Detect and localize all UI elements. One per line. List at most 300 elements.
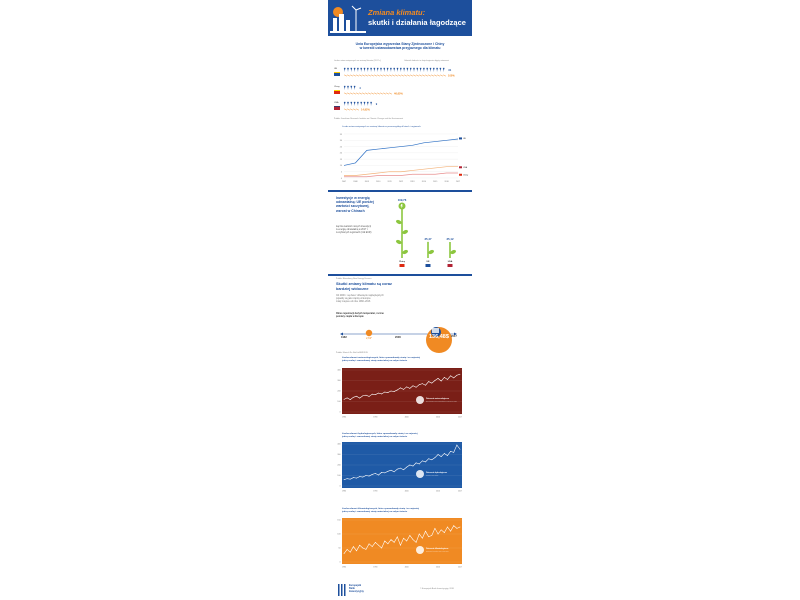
gavel-icon-0-15 [394,68,395,71]
gavel-icon-0-21 [413,68,414,71]
x-tick-1: 1990 [373,566,378,569]
data-point-24 [419,384,420,385]
series-line-UE [344,139,458,165]
data-point-8 [369,543,370,544]
event-icon [416,470,424,478]
gavel-icon-0-6 [364,68,365,71]
gavel-icon-2-8 [370,102,371,105]
series-line-USA [344,167,458,176]
timeline-year-2006: 2006 [395,336,401,339]
data-point-4 [356,478,357,479]
data-point-24 [419,534,420,535]
x-tick-2: 2009 [364,181,369,183]
event-icon [416,546,424,554]
data-point-7 [366,549,367,550]
y-tick-0: 0 [339,561,341,564]
gavel-icon-1-0 [344,86,345,89]
legend-label-Chiny: Chiny [463,174,469,177]
data-point-9 [372,474,373,475]
data-point-26 [425,385,426,386]
gavel-icon-0-22 [417,68,418,71]
data-point-5 [359,545,360,546]
data-point-1 [347,397,348,398]
gavel-icon-0-4 [357,68,358,71]
gavel-icon-0-20 [410,68,411,71]
annotation-title: Zdarzenia hydrologiczne [426,472,448,474]
legend-label-USA: USA [463,166,468,169]
flag-icon-UE [426,264,431,267]
row-graphic-1 [342,84,472,98]
data-point-30 [438,378,439,379]
x-tick-0: 1980 [342,416,346,419]
infographic-poster [328,0,472,600]
data-point-5 [359,398,360,399]
gavel-icon-0-25 [427,68,428,71]
data-point-19 [403,469,404,470]
gavel-icon-2-5 [361,102,362,105]
data-point-37 [460,374,461,375]
gavel-icon-0-19 [407,68,408,71]
row-percent-1: 46,65% [394,92,403,96]
timeline-title-line1: Okres rejestracji dużych temperatur, roczne [336,313,384,315]
eib-logo-icon [338,584,346,596]
gavel-icon-0-13 [387,68,388,71]
section1-heading-line2: w kwestii ustawodawstwa przyjaznego dla klimatu [359,46,441,51]
annotation-text: Powodzie, ruchy masowe [426,475,439,477]
data-point-15 [391,391,392,392]
population-wave-0 [344,75,446,77]
x-tick-4: 2011 [387,181,392,183]
gavel-icon-0-17 [400,68,401,71]
gavel-icon-0-7 [367,68,368,71]
x-tick-6: 2013 [410,181,415,183]
data-point-12 [381,394,382,395]
data-point-19 [403,538,404,539]
chart3-title [342,433,418,439]
flag-icon-Chiny [400,264,405,267]
data-point-13 [384,541,385,542]
section3-heading-line2: bardziej widoczne [336,286,369,291]
y-tick-5: 25 [339,146,342,149]
data-point-10 [375,473,376,474]
data-point-2 [350,552,351,553]
y-tick-3: 300 [337,454,341,457]
chart3-title-line1: Liczba zdarzeń hydrologicznych, które spowodowały stratę i co najmniej [342,433,418,435]
x-tick-0: 2007 [341,181,347,183]
data-point-22 [413,385,414,386]
city-skyline-icon [330,4,366,34]
y-tick-3: 150 [337,519,341,522]
x-tick-3: 2010 [436,416,441,419]
annotation-title: Zdarzenia klimatologiczne [426,548,449,550]
gavel-icon-2-7 [367,102,368,105]
data-point-10 [375,542,376,543]
header-title-line1: Zmiana klimatu: [368,8,426,17]
data-point-35 [453,378,454,379]
x-tick-4: 2017 [458,490,462,493]
section2-heading-line4: wzrost w Chinach [336,208,365,213]
data-point-0 [344,479,345,480]
y-tick-2: 200 [337,464,341,467]
y-tick-2: 10 [339,165,342,168]
row-label-1: Chiny [334,86,340,88]
row-graphic-2 [342,100,472,114]
x-tick-9: 2016 [444,181,449,183]
gavel-icon-0-30 [443,68,444,71]
timeline-year-1982: 1982 [341,336,347,339]
gavel-icon-1-3 [354,86,355,89]
data-point-24 [419,464,420,465]
x-tick-1: 2008 [353,181,358,183]
y-tick-0: 0 [339,485,341,488]
data-point-31 [441,529,442,530]
chart2-title [342,357,420,363]
y-tick-7: 35 [339,133,342,136]
data-point-22 [413,466,414,467]
y-tick-6: 30 [339,140,342,143]
data-point-6 [362,477,363,478]
data-point-21 [409,535,410,536]
chart3-title-line2: jedną osobę i szacunkowej straty materialnej na całym świecie [342,435,408,438]
data-point-11 [378,475,379,476]
gavel-icon-1-1 [347,86,348,89]
data-point-25 [422,383,423,384]
data-point-34 [450,451,451,452]
x-tick-0: 1980 [342,490,346,493]
y-tick-1: 5 [340,171,342,174]
data-point-0 [344,553,345,554]
data-point-35 [453,525,454,526]
data-point-29 [435,380,436,381]
gavel-icon-2-1 [347,102,348,105]
x-tick-0: 1980 [342,566,346,569]
data-point-37 [460,527,461,528]
y-tick-4: 20 [339,152,342,155]
section1-heading-line1: Unia Europejska wyprzedza Stany Zjednoczone i Chiny [355,42,445,46]
header-banner [328,0,472,36]
section3-intro-line3: miały miejsce od roku 1982–2016 [336,301,371,303]
x-tick-3: 2010 [376,181,381,183]
bar-value-Chiny: 109,76 [397,198,407,202]
data-point-6 [362,548,363,549]
x-tick-4: 2017 [458,416,462,419]
row-count-2: 9 [375,103,378,106]
gavel-icon-0-11 [380,68,381,71]
section2-heading-line2: odnawialną: UE poniżej [336,200,374,205]
data-point-25 [422,460,423,461]
row-graphic-0 [342,66,472,80]
data-point-32 [444,532,445,533]
gavel-icon-1-2 [351,86,352,89]
data-point-18 [400,545,401,546]
timeline-year-2017: 2017 [451,335,457,338]
laws-line-chart [328,130,472,186]
bar-label-Chiny: Chiny [398,261,406,263]
section3-intro [336,295,384,304]
data-point-27 [428,381,429,382]
data-point-33 [447,527,448,528]
gavel-icon-0-1 [347,68,348,71]
y-tick-1: 100 [337,475,341,478]
data-point-3 [353,477,354,478]
timeline-title-line2: pomiary ciepła w Europie [336,316,364,318]
gavel-icon-0-10 [377,68,378,71]
data-point-1 [347,549,348,550]
data-point-29 [435,528,436,529]
section3-heading-line1: Skutki zmiany klimatu są coraz [336,282,392,286]
gavel-icon-0-5 [361,68,362,71]
section2-heading-line1: Inwestycje w energię [336,196,370,200]
section3-source: Źródło: Munich Re NatCatSERVICE [336,352,368,354]
data-point-18 [400,468,401,469]
gavel-icon-0-29 [440,68,441,71]
x-tick-2: 2000 [404,490,409,493]
chart4-title-line1: Liczba zdarzeń klimatologicznych, które spowodowały stratę i co najmniej [342,508,420,510]
event-icon [416,396,424,404]
data-point-34 [450,375,451,376]
data-point-19 [403,389,404,390]
section-divider-1 [328,190,472,192]
data-point-9 [372,546,373,547]
header-title-line2: skutki i działania łagodzące [368,18,466,27]
gavel-icon-0-0 [344,68,345,71]
y-tick-3: 15 [339,158,342,161]
gavel-icon-0-24 [423,68,424,71]
gavel-icon-0-8 [370,68,371,71]
data-point-13 [384,473,385,474]
data-point-27 [428,536,429,537]
y-tick-2: 100 [337,533,341,536]
flag-icon-0 [334,72,340,76]
section3-heading [336,282,456,291]
chart4-title-line2: jedną osobę i szacunkowej straty materialnej na całym świecie [342,510,408,513]
timeline-mid-value: 2,63° [366,337,373,340]
annotation-text: Burze tropikalne, burze pozazwrotnikowe, konwekcyjne, lokalne [426,401,457,403]
data-point-3 [353,546,354,547]
x-tick-5: 2012 [398,181,404,183]
data-point-36 [457,528,458,529]
x-tick-4: 2017 [458,566,462,569]
data-point-13 [384,392,385,393]
section2-source: Źródło: Bloomberg New Energy Finance [336,278,372,280]
chart2-title-line2: jedną osobę i szacunkowej straty materialnej na całym świecie [342,359,408,362]
x-tick-3: 2010 [436,490,441,493]
data-point-4 [356,550,357,551]
data-point-10 [375,394,376,395]
footer-org-line3: Inwestycyjny [349,590,364,593]
y-tick-1: 50 [338,547,341,550]
gavel-icon-0-27 [433,68,434,71]
bar-label-USA: USA [447,261,453,263]
x-tick-10: 2017 [455,181,461,183]
legend-flag-icon-Chiny [459,174,462,176]
data-point-16 [394,391,395,392]
x-tick-8: 2015 [433,181,438,183]
data-point-5 [359,476,360,477]
section1-heading [328,42,472,50]
data-point-12 [381,548,382,549]
data-point-35 [453,452,454,453]
y-tick-2: 200 [337,390,341,393]
chart1-title: Liczba ustaw związanych ze zmianą klimatu w poszczególnych latach i regionach [342,126,421,128]
data-point-26 [425,531,426,532]
data-point-31 [441,456,442,457]
chart4-title [342,508,419,514]
data-point-16 [394,542,395,543]
gavel-icon-0-14 [390,68,391,71]
flag-icon-2 [334,106,340,110]
gavel-icon-2-3 [354,102,355,105]
population-wave-2 [344,109,359,111]
data-point-28 [431,535,432,536]
annotation-text: Ekstremalne temperatury, susze, pożary lasów [426,551,449,553]
legend-flag-icon-USA [459,166,462,168]
data-point-4 [356,396,357,397]
bar-value-UE: 35,47 [424,236,432,241]
x-tick-7: 2014 [421,181,426,183]
data-point-2 [350,399,351,400]
x-tick-2: 2000 [404,566,409,569]
legend-flag-icon-UE [459,137,462,139]
data-point-17 [397,390,398,391]
footer-note: © Europejski Bank Inwestycyjny, 2018 [420,588,454,590]
data-point-33 [447,379,448,380]
data-point-15 [391,539,392,540]
section2-description-line1: Łączna wartość nowych inwestycji [336,226,371,228]
row-percent-2: 14,92% [361,108,370,112]
flag-icon-1 [334,90,340,94]
x-tick-2: 2000 [404,416,409,419]
meteorological-events-chart [328,366,472,428]
section-divider-2 [328,274,472,276]
data-point-28 [431,459,432,460]
section2-description-line3: w wybranych regionach (mld EUR) [336,232,372,234]
legend-laws: Liczba ustaw związanych ze zmianą klimatu (2017 r.) [334,60,382,62]
data-point-36 [457,375,458,376]
gavel-icon-0-23 [420,68,421,71]
data-point-20 [406,541,407,542]
y-tick-0: 0 [339,411,341,414]
section3-intro-line1: Od 2000 r. są dwa z dziewięciu najcieplejszych [336,295,384,297]
y-tick-1: 100 [337,401,341,404]
investment-plants [328,196,472,276]
data-point-14 [388,543,389,544]
gavel-icon-2-2 [351,102,352,105]
data-point-12 [381,472,382,473]
y-tick-4: 400 [337,369,341,372]
data-point-32 [444,377,445,378]
section2-heading-line3: wartości szczytowej, [336,204,370,209]
data-point-30 [438,534,439,535]
data-point-8 [369,476,370,477]
y-tick-0: 0 [340,177,342,180]
gavel-icon-0-26 [430,68,431,71]
footer [328,580,472,600]
hydrological-events-chart [328,440,472,496]
data-point-17 [397,536,398,537]
row-count-0: 31 [448,69,452,72]
data-point-1 [347,478,348,479]
data-point-21 [409,465,410,466]
gavel-icon-0-2 [351,68,352,71]
gavel-icon-2-6 [364,102,365,105]
data-point-27 [428,458,429,459]
climatological-events-chart [328,516,472,576]
footer-org [349,584,364,593]
gavel-icon-0-18 [403,68,404,71]
data-point-7 [366,395,367,396]
gavel-icon-0-28 [436,68,437,71]
data-point-21 [409,388,410,389]
chart2-title-line1: Liczba zdarzeń meteorologicznych, które spowodowały stratę i co najmniej [342,357,421,359]
section3-intro-line2: pojawiły się jako zapisy w Europie [336,298,371,300]
section2-description-line2: w energię odnawialną w 2017 r. [336,229,369,231]
data-point-23 [416,463,417,464]
data-point-11 [378,393,379,394]
data-point-11 [378,545,379,546]
gavel-icon-2-4 [357,102,358,105]
legend-population: Odsetek ludności w kraju/regionie objęty ustawami [404,60,449,62]
gavel-icon-0-16 [397,68,398,71]
data-point-3 [353,397,354,398]
bar-label-UE: UE [426,261,430,263]
data-point-34 [450,531,451,532]
footer-org-line1: Europejski [349,584,362,587]
section1-source: Źródło: Grantham Research Institute on Climate Change and the Environment [334,118,404,120]
data-point-14 [388,471,389,472]
y-tick-3: 300 [337,380,341,383]
data-point-18 [400,388,401,389]
data-point-26 [425,462,426,463]
row-label-2: USA [334,102,339,104]
data-point-30 [438,454,439,455]
annotation-title: Zdarzenia meteorologiczne [426,398,450,400]
data-point-25 [422,538,423,539]
data-point-22 [413,539,414,540]
row-label-0: UE [334,68,338,70]
data-point-37 [460,449,461,450]
data-point-8 [369,396,370,397]
data-point-15 [391,470,392,471]
data-point-33 [447,455,448,456]
data-point-29 [435,457,436,458]
row-count-1: 4 [359,87,361,90]
gavel-icon-0-3 [354,68,355,71]
data-point-23 [416,387,417,388]
population-wave-1 [344,93,392,95]
data-point-6 [362,395,363,396]
data-point-2 [350,479,351,480]
data-point-32 [444,453,445,454]
data-point-16 [394,471,395,472]
data-point-20 [406,386,407,387]
gavel-icon-2-0 [344,102,345,105]
legend-label-UE: UE [463,138,466,141]
data-point-20 [406,467,407,468]
data-point-31 [441,381,442,382]
gavel-icon-0-9 [374,68,375,71]
data-point-7 [366,475,367,476]
data-point-28 [431,383,432,384]
x-tick-1: 1990 [373,416,378,419]
x-tick-1: 1990 [373,490,378,493]
data-point-36 [457,445,458,446]
data-point-0 [344,399,345,400]
footer-org-line2: Bank [349,587,355,590]
x-tick-3: 2010 [436,566,441,569]
row-percent-0: 100% [448,74,455,78]
data-point-9 [372,394,373,395]
